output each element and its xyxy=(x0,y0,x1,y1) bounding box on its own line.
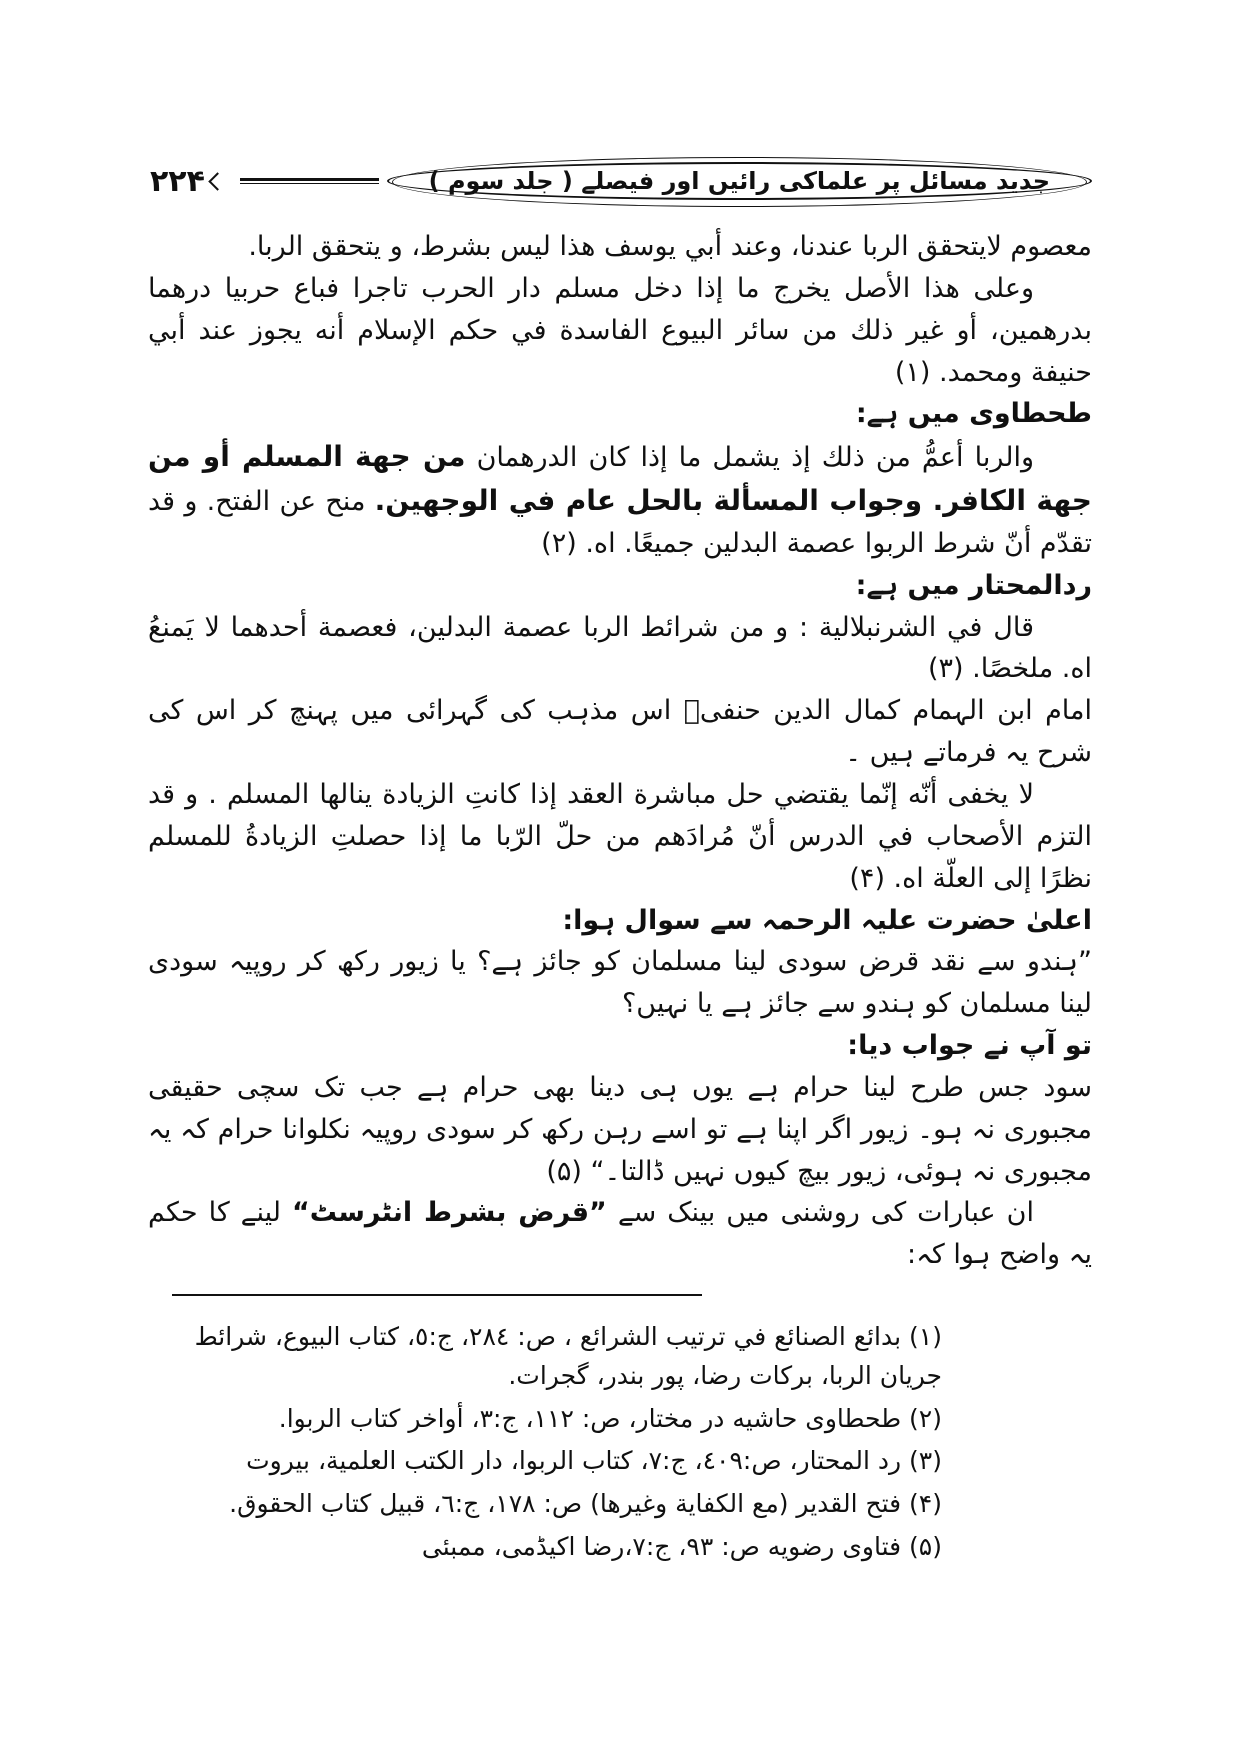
arabic-paragraph-3 xyxy=(148,435,1092,565)
page-number: ٢٢۴ xyxy=(150,163,205,199)
footnote-2: (٢) طحطاوى حاشيه در مختار، ص: ١١٢، ج:٣، أواخر كتاب الربوا. xyxy=(278,1403,942,1433)
arabic-paragraph-3-seg2-bold: من جهة المسلم أو من جهة الكافر. وجواب المسألة بالحل عام في الوجهين. xyxy=(148,440,1092,518)
urdu-answer-text: سود جس طرح لینا حرام ہے یوں ہی دینا بھی حرام ہے جب تک سچی حقیقی مجبوری نہ ہو۔ زیور اگر اپنا ہے تو اسے رہن رکھ کر سودی روپیہ نکلوانا حرام کہ یہ مجبوری نہ ہوئی، زیور بیچ کیوں نہیں ڈالتا۔“ (۵) xyxy=(148,1071,1092,1187)
footnote-4: (۴) فتح القدير (مع الكفاية وغيرها) ص: ١٧٨، ج:٦، قبيل كتاب الحقوق. xyxy=(229,1489,942,1519)
footnote-separator xyxy=(172,1294,702,1296)
footnote-3: (٣) رد المحتار، ص:٤٠٩، ج:٧، كتاب الربوا، دار الكتب العلمية، بيروت xyxy=(246,1446,942,1476)
footnote-5: (۵) فتاوى رضويه ص: ٩٣، ج:٧،رضا اكيڈمى، ممبئى xyxy=(421,1531,942,1561)
arabic-paragraph-3-seg1: والربا أعمُّ من ذلك إذ يشمل ما إذا كان الدرهمان xyxy=(465,442,1034,474)
urdu-heading-raddulmuhtar: ردالمحتار میں ہے: xyxy=(855,569,1092,601)
arabic-paragraph-2: وعلى هذا الأصل يخرج ما إذا دخل مسلم دار الحرب تاجرا فباع حربيا درهما بدرهمين، أو غير ذلك من سائر البيوع الفاسدة في حكم الإسلام أنه يجوز عند أبي حنيفة ومحمد. (١) xyxy=(148,272,1092,388)
footnotes-section xyxy=(148,1318,1092,1567)
header-double-rule xyxy=(240,178,379,184)
urdu-heading-question: اعلیٰ حضرت علیہ الرحمہ سے سوال ہوا: xyxy=(562,904,1092,936)
footnote-1: (١) بدائع الصنائع في ترتيب الشرائع ، ص: ٢٨٤، ج:٥، كتاب البيوع، شرائط جريان الربا، بركات رضا، پور بندر، گجرات. xyxy=(194,1322,942,1390)
arabic-paragraph-4: قال في الشرنبلالية : و من شرائط الربا عصمة البدلين، فعصمة أحدهما لا يَمنعُ اه. ملخصًا. (٣) xyxy=(148,611,1092,685)
arabic-paragraph-5: لا يخفى أنّه إنّما يقتضي حل مباشرة العقد إذا كانتِ الزيادة ينالها المسلم . و قد التزم الأصحاب في الدرس أنّ مُرادَهم من حلّ الرّبا ما إذا حصلتِ الزيادةُ للمسلم نظرًا إلى العلّة اه. (۴) xyxy=(148,778,1092,894)
book-title: جدید مسائل پر علماکی رائیں اور فیصلے ( جلد سوم ) xyxy=(392,157,1087,207)
urdu-heading-tahtawi: طحطاوی میں ہے: xyxy=(855,398,1092,430)
urdu-conclusion xyxy=(148,1192,1092,1276)
arabic-paragraph-1: معصوم لايتحقق الربا عندنا، وعند أبي يوسف هذا ليس بشرط، و يتحقق الربا. xyxy=(248,231,1092,262)
book-title-cartouche xyxy=(387,162,1092,200)
urdu-heading-answer: تو آپ نے جواب دیا: xyxy=(847,1030,1092,1062)
urdu-conclusion-seg3: لینے کا حکم یہ واضح ہوا کہ: xyxy=(148,1197,1092,1271)
arabic-paragraph-3-seg3: منح عن الفتح. و قد تقدّم أنّ شرط الربوا عصمة البدلين جميعًا. اه. (٢) xyxy=(148,486,1092,559)
header-ornament-icon xyxy=(208,172,226,190)
urdu-conclusion-seg1: ان عبارات کی روشنی میں بینک سے xyxy=(606,1197,1034,1229)
urdu-question-text: ”ہندو سے نقد قرض سودی لینا مسلمان کو جائز ہے؟ یا زیور رکھ کر روپیہ سودی لینا مسلمان کو ہندو سے جائز ہے یا نہیں؟ xyxy=(148,946,1092,1020)
page-header xyxy=(148,162,1092,200)
urdu-paragraph-ibn-humam: امام ابن الہمام کمال الدین حنفیؒ اس مذہب کی گہرائی میں پہنچ کر اس کی شرح یہ فرماتے ہیں ۔ xyxy=(148,695,1092,769)
urdu-conclusion-seg2-bold: ”قرض بشرط انٹرسٹ“ xyxy=(292,1197,607,1229)
page-body xyxy=(148,226,1092,1276)
